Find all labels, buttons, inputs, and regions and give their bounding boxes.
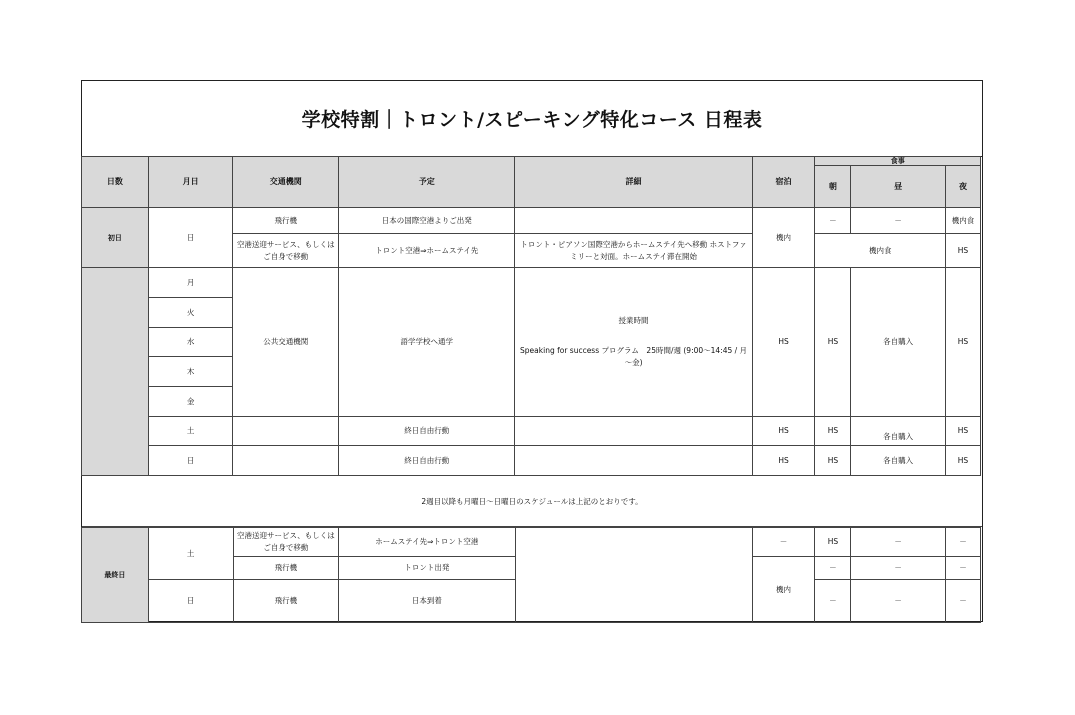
weekday-dinner: HS	[946, 268, 981, 417]
sun-plan: 終日自由行動	[339, 446, 515, 476]
sat-transport	[233, 417, 339, 446]
last-day-details	[515, 528, 752, 623]
last-day-sat: 土	[148, 528, 233, 580]
last-day-transport-2: 飛行機	[233, 557, 339, 580]
sat-lodging: HS	[752, 417, 815, 446]
sat-plan: 終日自由行動	[339, 417, 515, 446]
last-day-transport-1: 空港送迎サービス、もしくはご自身で移動	[233, 528, 339, 557]
sat-dinner: HS	[946, 417, 981, 446]
header-lodging: 宿泊	[752, 157, 815, 208]
last-day-breakfast-2: －	[815, 557, 851, 580]
sat-date: 土	[148, 417, 233, 446]
weekday-details	[515, 268, 752, 417]
note-row	[82, 476, 982, 527]
last-day-lunch-2: －	[851, 557, 946, 580]
last-day-lodging-1: －	[752, 528, 815, 557]
first-day-meals-bl: 機内食	[815, 234, 946, 268]
first-day-breakfast: －	[815, 208, 851, 234]
first-day-lunch: －	[851, 208, 946, 234]
first-day-lodging: 機内	[752, 208, 815, 268]
weekday-date-thu: 木	[148, 357, 233, 387]
first-day-transport-2: 空港送迎サービス、もしくはご自身で移動	[233, 234, 339, 268]
schedule-note: 2週目以降も月曜日～日曜日のスケジュールは上記のとおりです。	[421, 496, 643, 506]
last-day-lunch-3: －	[851, 580, 946, 623]
weekday-date-wed: 水	[148, 328, 233, 357]
sat-breakfast: HS	[815, 417, 851, 446]
last-day-plan-3: 日本到着	[339, 580, 515, 623]
last-day-lodging-plane: 機内	[752, 557, 815, 623]
weekday-date-mon: 月	[148, 268, 233, 298]
header-details: 詳細	[515, 157, 752, 208]
weekday-date-tue: 火	[148, 298, 233, 328]
sun-transport	[233, 446, 339, 476]
first-day-plan-1: 日本の国際空港よりご出発	[339, 208, 515, 234]
sun-date: 日	[148, 446, 233, 476]
first-day-transport-1: 飛行機	[233, 208, 339, 234]
weekday-date-fri: 金	[148, 387, 233, 417]
weekday-lunch: 各自購入	[851, 268, 946, 417]
first-day-details-2: トロント・ピアソン国際空港からホームステイ先へ移動 ホストファミリーと対面。ホームステイ滞在開始	[515, 234, 752, 268]
table-row	[82, 528, 981, 557]
last-day-breakfast-1: HS	[815, 528, 851, 557]
last-day-table	[81, 527, 981, 623]
first-day-dinner-1: 機内食	[946, 208, 981, 234]
first-day-date: 日	[148, 208, 233, 268]
first-day-details-1	[515, 208, 752, 234]
first-day-label: 初日	[82, 208, 149, 268]
page-title: 学校特割｜トロント/スピーキング特化コース 日程表	[301, 109, 763, 131]
header-transport: 交通機関	[233, 157, 339, 208]
header-lunch: 昼	[851, 166, 946, 208]
last-day-dinner-3: －	[946, 580, 981, 623]
weekday-lodging: HS	[752, 268, 815, 417]
weekday-plan: 語学学校へ通学	[339, 268, 515, 417]
first-day-plan-2: トロント空港⇒ホームステイ先	[339, 234, 515, 268]
first-day-dinner-2: HS	[946, 234, 981, 268]
last-day-label: 最終日	[82, 528, 149, 623]
weekday-breakfast: HS	[815, 268, 851, 417]
sun-lodging: HS	[752, 446, 815, 476]
weekday-transport: 公共交通機関	[233, 268, 339, 417]
sat-details	[515, 417, 752, 446]
sun-breakfast: HS	[815, 446, 851, 476]
last-day-lunch-1: －	[851, 528, 946, 557]
last-day-dinner-2: －	[946, 557, 981, 580]
last-day-transport-3: 飛行機	[233, 580, 339, 623]
table-row	[82, 208, 981, 234]
header-breakfast: 朝	[815, 166, 851, 208]
table-row	[82, 417, 981, 446]
header-dinner: 夜	[946, 166, 981, 208]
last-day-sun: 日	[148, 580, 233, 623]
weekday-details-line2: Speaking for success プログラム 25時間/週 (9:00～14:45 / 月～金)	[520, 346, 748, 367]
last-day-plan-2: トロント出発	[339, 557, 515, 580]
schedule-table	[81, 156, 981, 476]
last-day-plan-1: ホームステイ先⇒トロント空港	[339, 528, 515, 557]
weekday-gray-cell	[82, 268, 149, 476]
sun-dinner: HS	[946, 446, 981, 476]
title-row	[82, 81, 982, 157]
header-meals: 食事	[815, 157, 981, 166]
last-day-dinner-1: －	[946, 528, 981, 557]
header-date: 月日	[148, 157, 233, 208]
header-days: 日数	[82, 157, 149, 208]
last-day-breakfast-3: －	[815, 580, 851, 623]
header-plan: 予定	[339, 157, 515, 208]
sat-lunch: 各自購入	[851, 417, 946, 446]
schedule-sheet	[81, 80, 983, 622]
sun-lunch: 各自購入	[851, 446, 946, 476]
table-row	[82, 446, 981, 476]
weekday-details-line1: 授業時間	[618, 316, 649, 325]
table-row	[82, 268, 981, 298]
sun-details	[515, 446, 752, 476]
